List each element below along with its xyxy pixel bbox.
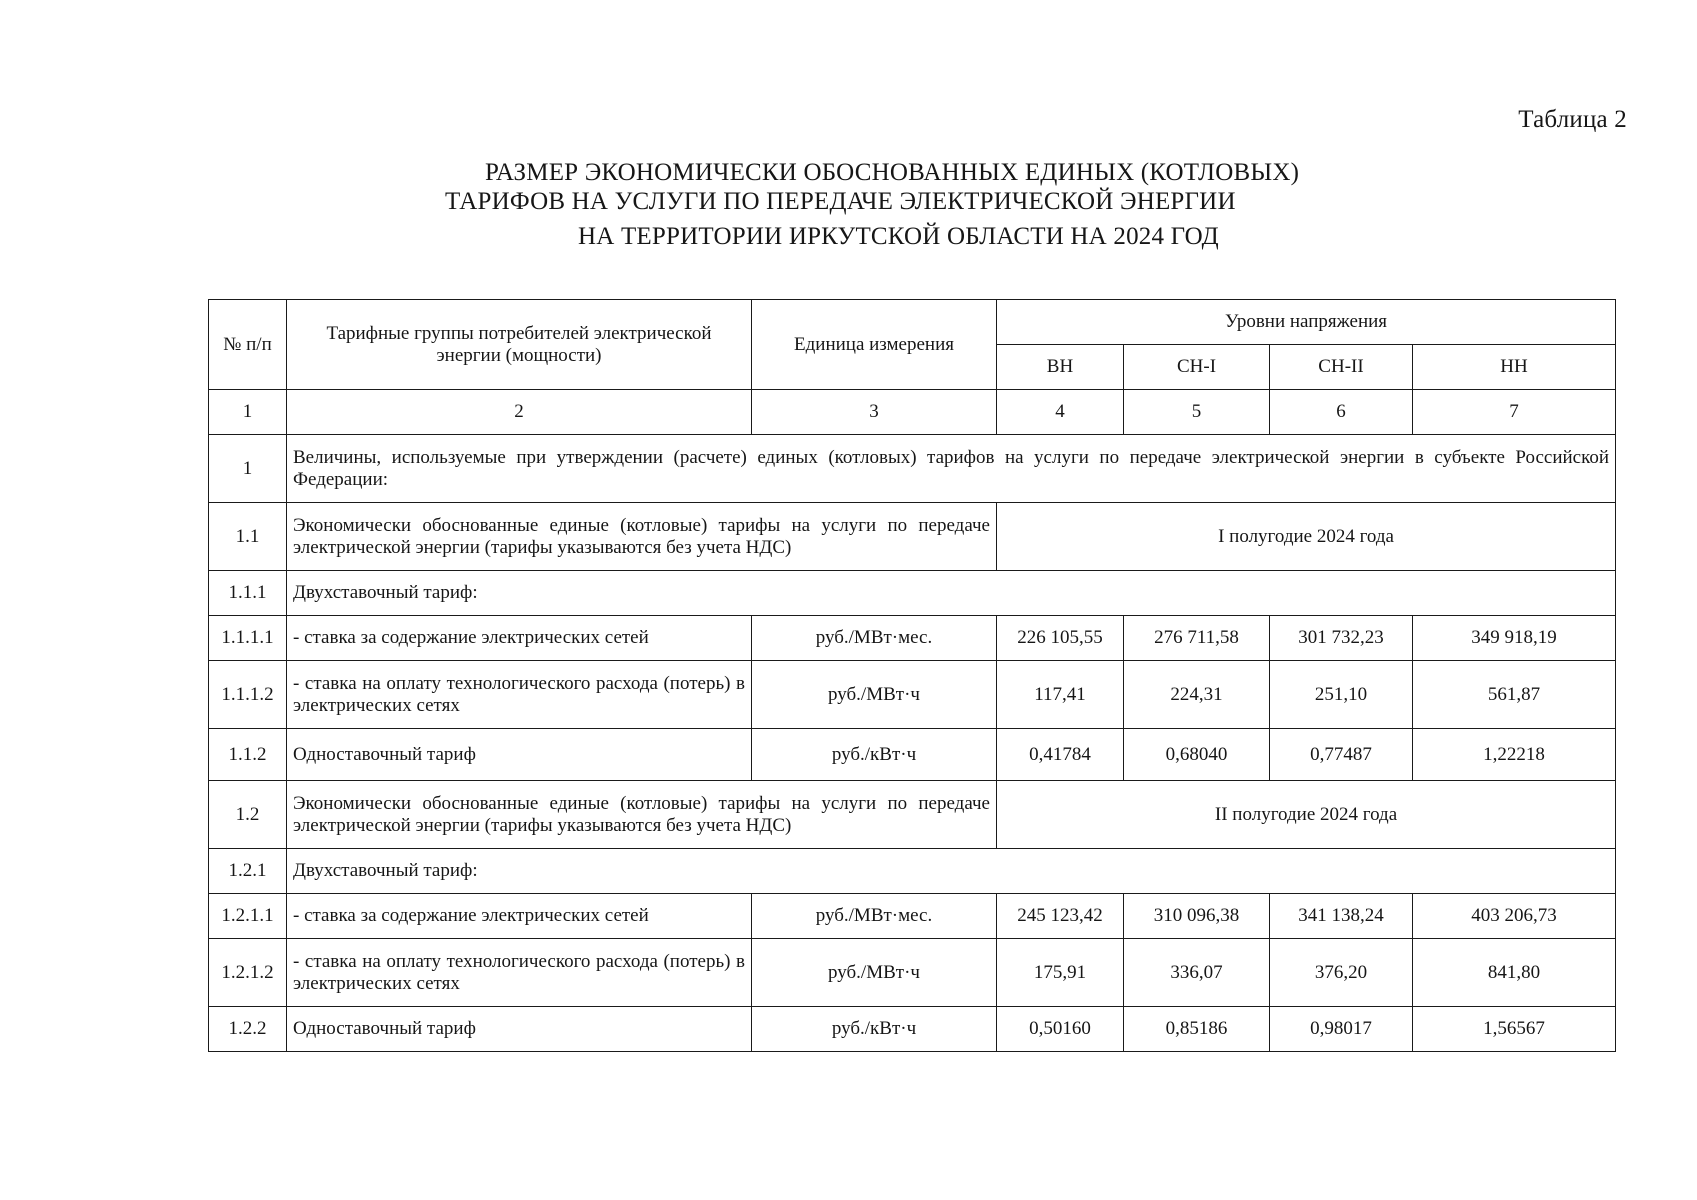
value-sn2: 0,77487 (1270, 729, 1413, 781)
row-number: 1 (209, 435, 287, 503)
column-numbers-row (209, 390, 1616, 435)
value-sn1: 276 711,58 (1124, 616, 1270, 661)
header-nn: НН (1413, 345, 1616, 390)
value-vn: 0,41784 (997, 729, 1124, 781)
title-line-3: НА ТЕРРИТОРИИ ИРКУТСКОЙ ОБЛАСТИ НА 2024 ГОД (578, 223, 1219, 250)
col-number: 3 (752, 390, 997, 435)
row-number: 1.1.1.1 (209, 616, 287, 661)
block-description: Экономически обоснованные единые (котловые) тарифы на услуги по передаче электрической энергии (тарифы указываются без учета НДС) (287, 781, 997, 849)
two-rate-label: Двухставочный тариф: (287, 849, 1616, 894)
value-sn1: 0,68040 (1124, 729, 1270, 781)
section-description: Величины, используемые при утверждении (расчете) единых (котловых) тарифов на услуги по передаче электрической энергии в субъекте Российской Федерации: (287, 435, 1616, 503)
row-unit: руб./МВт·ч (752, 661, 997, 729)
two-rate-label: Двухставочный тариф: (287, 571, 1616, 616)
value-sn2: 0,98017 (1270, 1007, 1413, 1052)
row-unit: руб./МВт·мес. (752, 894, 997, 939)
col-number: 6 (1270, 390, 1413, 435)
value-sn2: 301 732,23 (1270, 616, 1413, 661)
value-vn: 245 123,42 (997, 894, 1124, 939)
row-unit: руб./кВт·ч (752, 729, 997, 781)
value-sn2: 251,10 (1270, 661, 1413, 729)
table-row (209, 1007, 1616, 1052)
header-voltage-levels: Уровни напряжения (997, 300, 1616, 345)
table-number-label: Таблица 2 (1518, 106, 1627, 133)
row-number: 1.2.1 (209, 849, 287, 894)
row-label: - ставка за содержание электрических сетей (287, 894, 752, 939)
block-row (209, 781, 1616, 849)
col-number: 5 (1124, 390, 1270, 435)
value-nn: 561,87 (1413, 661, 1616, 729)
value-sn1: 336,07 (1124, 939, 1270, 1007)
title-line-2: ТАРИФОВ НА УСЛУГИ ПО ПЕРЕДАЧЕ ЭЛЕКТРИЧЕСКОЙ ЭНЕРГИИ (445, 188, 1236, 215)
col-number: 1 (209, 390, 287, 435)
row-number: 1.1.1 (209, 571, 287, 616)
table-row (209, 661, 1616, 729)
two-rate-row (209, 849, 1616, 894)
value-sn2: 376,20 (1270, 939, 1413, 1007)
row-unit: руб./МВт·мес. (752, 616, 997, 661)
header-sn2: СН-II (1270, 345, 1413, 390)
header-row (209, 300, 1616, 345)
period-label: II полугодие 2024 года (997, 781, 1616, 849)
table-row (209, 894, 1616, 939)
table-row (209, 616, 1616, 661)
two-rate-row (209, 571, 1616, 616)
value-sn1: 224,31 (1124, 661, 1270, 729)
header-sn1: СН-I (1124, 345, 1270, 390)
title-line-1: РАЗМЕР ЭКОНОМИЧЕСКИ ОБОСНОВАННЫХ ЕДИНЫХ (КОТЛОВЫХ) (485, 159, 1300, 186)
row-number: 1.2.2 (209, 1007, 287, 1052)
block-row (209, 503, 1616, 571)
value-sn1: 0,85186 (1124, 1007, 1270, 1052)
value-sn2: 341 138,24 (1270, 894, 1413, 939)
value-nn: 403 206,73 (1413, 894, 1616, 939)
value-vn: 0,50160 (997, 1007, 1124, 1052)
header-unit: Единица измерения (752, 300, 997, 390)
row-label: Одноставочный тариф (287, 729, 752, 781)
table-row (209, 729, 1616, 781)
value-nn: 1,56567 (1413, 1007, 1616, 1052)
row-unit: руб./МВт·ч (752, 939, 997, 1007)
row-number: 1.1 (209, 503, 287, 571)
header-vn: ВН (997, 345, 1124, 390)
row-label: - ставка на оплату технологического расхода (потерь) в электрических сетях (287, 939, 752, 1007)
value-vn: 117,41 (997, 661, 1124, 729)
tariff-table (208, 299, 1616, 1052)
value-nn: 841,80 (1413, 939, 1616, 1007)
row-label: Одноставочный тариф (287, 1007, 752, 1052)
col-number: 2 (287, 390, 752, 435)
block-description: Экономически обоснованные единые (котловые) тарифы на услуги по передаче электрической энергии (тарифы указываются без учета НДС) (287, 503, 997, 571)
row-number: 1.2 (209, 781, 287, 849)
value-vn: 226 105,55 (997, 616, 1124, 661)
row-label: - ставка за содержание электрических сетей (287, 616, 752, 661)
row-unit: руб./кВт·ч (752, 1007, 997, 1052)
row-label: - ставка на оплату технологического расхода (потерь) в электрических сетях (287, 661, 752, 729)
value-nn: 349 918,19 (1413, 616, 1616, 661)
row-number: 1.1.2 (209, 729, 287, 781)
col-number: 7 (1413, 390, 1616, 435)
row-number: 1.2.1.1 (209, 894, 287, 939)
value-sn1: 310 096,38 (1124, 894, 1270, 939)
period-label: I полугодие 2024 года (997, 503, 1616, 571)
table-row (209, 939, 1616, 1007)
value-nn: 1,22218 (1413, 729, 1616, 781)
col-number: 4 (997, 390, 1124, 435)
value-vn: 175,91 (997, 939, 1124, 1007)
row-number: 1.1.1.2 (209, 661, 287, 729)
header-num: № п/п (209, 300, 287, 390)
row-number: 1.2.1.2 (209, 939, 287, 1007)
section-row (209, 435, 1616, 503)
header-group: Тарифные группы потребителей электрической энергии (мощности) (287, 300, 752, 390)
